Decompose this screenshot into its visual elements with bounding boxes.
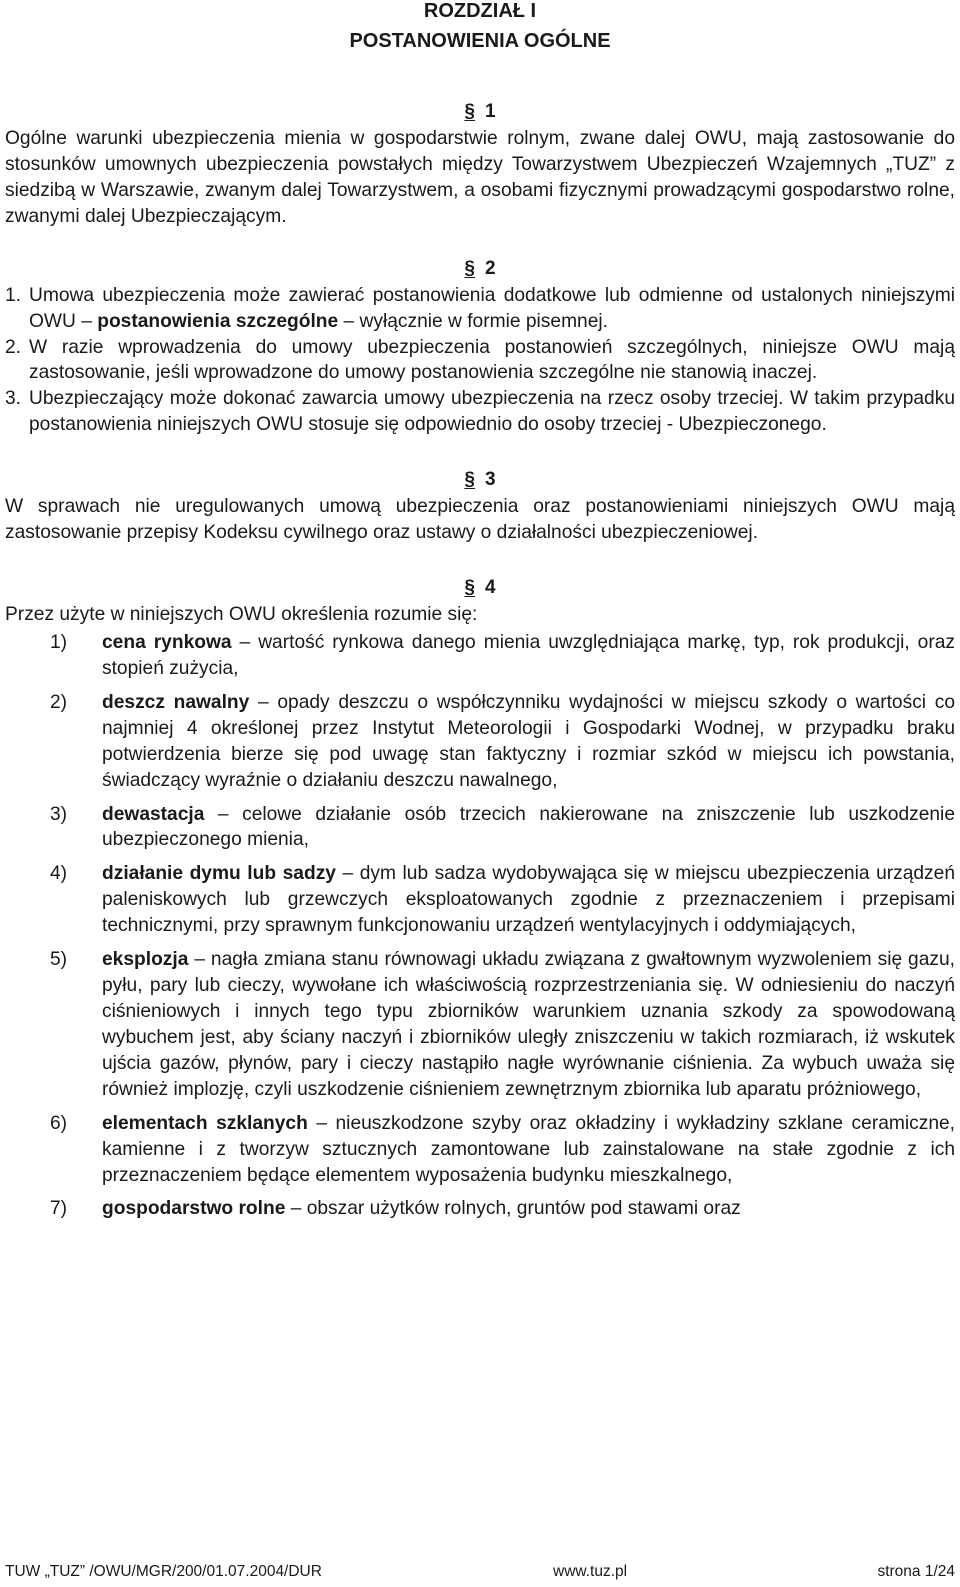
section-heading-3 (5, 468, 955, 492)
definition-text (102, 1111, 955, 1189)
section-number: 4 (485, 577, 496, 599)
section-number: 2 (485, 257, 496, 279)
footer-document-id: TUW „TUZ” /OWU/MGR/200/01.07.2004/DUR (5, 1562, 322, 1580)
definition-number: 6) (50, 1112, 68, 1134)
section-2-list (5, 283, 955, 439)
section-symbol: § (464, 257, 475, 279)
definition-body: – nagła zmiana stanu równowagi układu związana z gwałtownym wyzwoleniem się gazu, pyłu, pary lub cieczy, wywołane ich właściwością rozprzestrzeniania się. W odniesieniu do naczyń ciśnieniowych i innych tego typu zbiorników warunkiem uznania szkody za spowodowaną wybuchem jest, aby ściany naczyń i zbiorników uległy zniszczeniu w takich rozmiarach, iż wskutek ujścia gazów, płynów, pary i cieczy nastąpiło nagłe wyrównanie ciśnienia. Za wybuch uważa się również implozję, czyli uszkodzenie ciśnieniem zewnętrznym zbiornika lub aparatu próżniowego, (102, 949, 955, 1100)
item-number: 1. (5, 284, 22, 306)
definition-term: cena rynkowa (102, 631, 232, 653)
definition-item (5, 947, 955, 1103)
list-item (5, 335, 955, 387)
definition-term: eksplozja (102, 949, 189, 971)
item-text-start: Umowa ubezpieczenia może zawierać postanowienia dodatkowe lub odmienne od ustalonych niniejszymi OWU – (29, 284, 955, 332)
footer-website-link[interactable]: www.tuz.pl (553, 1562, 628, 1580)
section-symbol: § (464, 101, 475, 122)
section-symbol: § (464, 469, 475, 491)
definition-body: – dym lub sadza wydobywająca się w miejscu ubezpieczenia urządzeń paleniskowych lub grzewczych eksploatowanych zgodnie z przeznaczeniem i przepisami technicznymi, przy sprawnym funkcjonowaniu urządzeń wentylacyjnych i oddymiających, (102, 863, 955, 937)
definition-item (5, 690, 955, 794)
section-number: 3 (485, 469, 496, 491)
item-text-end: – wyłącznie w formie pisemnej. (338, 310, 608, 332)
definitions-list (5, 630, 955, 1222)
definition-text (102, 802, 955, 854)
chapter-number: ROZDZIAŁ I (423, 0, 537, 22)
definition-text (102, 690, 955, 794)
footer-page-number: strona 1/24 (877, 1562, 955, 1580)
list-item (5, 283, 955, 335)
item-number: 3. (5, 388, 22, 410)
definition-text (102, 861, 955, 939)
item-text: Ubezpieczający może dokonać zawarcia umowy ubezpieczenia na rzecz osoby trzeciej. W takim przypadku postanowienia niniejszych OWU stosuje się odpowiednio do osoby trzeciej - Ubezpieczonego. (29, 388, 955, 436)
definition-number: 7) (50, 1198, 68, 1220)
definition-term: elementach szklanych (102, 1112, 308, 1134)
page-footer (5, 1561, 955, 1583)
definition-number: 4) (50, 863, 68, 885)
definition-number: 2) (50, 691, 68, 713)
definition-number: 5) (50, 949, 68, 971)
definition-body: – obszar użytków rolnych, gruntów pod stawami oraz (285, 1198, 741, 1220)
definition-text (102, 947, 955, 1103)
definition-term: gospodarstwo rolne (102, 1198, 286, 1220)
section-symbol: § (464, 577, 475, 599)
list-item (5, 386, 955, 438)
document-page (5, 0, 955, 1230)
item-number: 2. (5, 336, 22, 358)
definition-body: – wartość rynkowa danego mienia uwzględniająca markę, typ, rok produkcji, oraz stopień zużycia, (102, 631, 955, 679)
section-heading-2 (5, 257, 955, 281)
definition-body: – nieuszkodzone szyby oraz okładziny i wykładziny szklane ceramiczne, kamienne i z tworzyw sztucznych zamontowane lub zainstalowane na stałe zgodnie z ich przeznaczeniem będące elementem wyposażenia budynku mieszkalnego, (102, 1112, 955, 1186)
section-3-text: W sprawach nie uregulowanych umową ubezpieczenia oraz postanowieniami niniejszych OWU mają zastosowanie przepisy Kodeksu cywilnego oraz ustawy o działalności ubezpieczeniowej. (5, 496, 955, 544)
item-text: W razie wprowadzenia do umowy ubezpieczenia postanowień szczególnych, niniejsze OWU mają zastosowanie, jeśli wprowadzone do umowy postanowienia szczególne nie stanowią inaczej. (29, 336, 955, 384)
definition-body: – celowe działanie osób trzecich nakierowane na zniszczenie lub uszkodzenie ubezpieczonego mienia, (102, 803, 955, 851)
definition-item (5, 861, 955, 939)
chapter-heading (5, 0, 955, 56)
section-number: 1 (485, 101, 496, 122)
chapter-title: POSTANOWIENIA OGÓLNE (349, 30, 611, 52)
section-heading-1 (5, 100, 955, 124)
definition-item (5, 1111, 955, 1189)
definition-text (102, 1196, 955, 1222)
definition-number: 3) (50, 803, 68, 825)
definition-body: – opady deszczu o współczynniku wydajności w miejscu szkody o wartości co najmniej 4 określonej przez Instytut Meteorologii i Gospodarki Wodnej, w przypadku braku potwierdzenia bierze się pod uwagę stan faktyczny i rozmiar szkód w miejscu ich powstania, świadczący wyraźnie o działaniu deszczu nawalnego, (102, 691, 955, 791)
definition-item (5, 630, 955, 682)
definition-item (5, 1196, 955, 1222)
section-4-intro: Przez użyte w niniejszych OWU określenia rozumie się: (5, 604, 478, 626)
section-1-text: Ogólne warunki ubezpieczenia mienia w gospodarstwie rolnym, zwane dalej OWU, mają zastosowanie do stosunków umownych ubezpieczenia powstałych między Towarzystwem Ubezpieczeń Wzajemnych „TUZ” z siedzibą w Warszawie, zwanym dalej Towarzystwem, a osobami fizycznymi prowadzącymi gospodarstwo rolne, zwanymi dalej Ubezpieczającym. (5, 128, 955, 227)
definition-term: działanie dymu lub sadzy (102, 863, 336, 885)
definition-term: deszcz nawalny (102, 691, 250, 713)
item-bold-term: postanowienia szczególne (97, 310, 339, 332)
definition-number: 1) (50, 631, 68, 653)
section-heading-4 (5, 576, 955, 600)
definition-item (5, 802, 955, 854)
item-text (29, 283, 955, 335)
definition-term: dewastacja (102, 803, 205, 825)
definition-text (102, 630, 955, 682)
